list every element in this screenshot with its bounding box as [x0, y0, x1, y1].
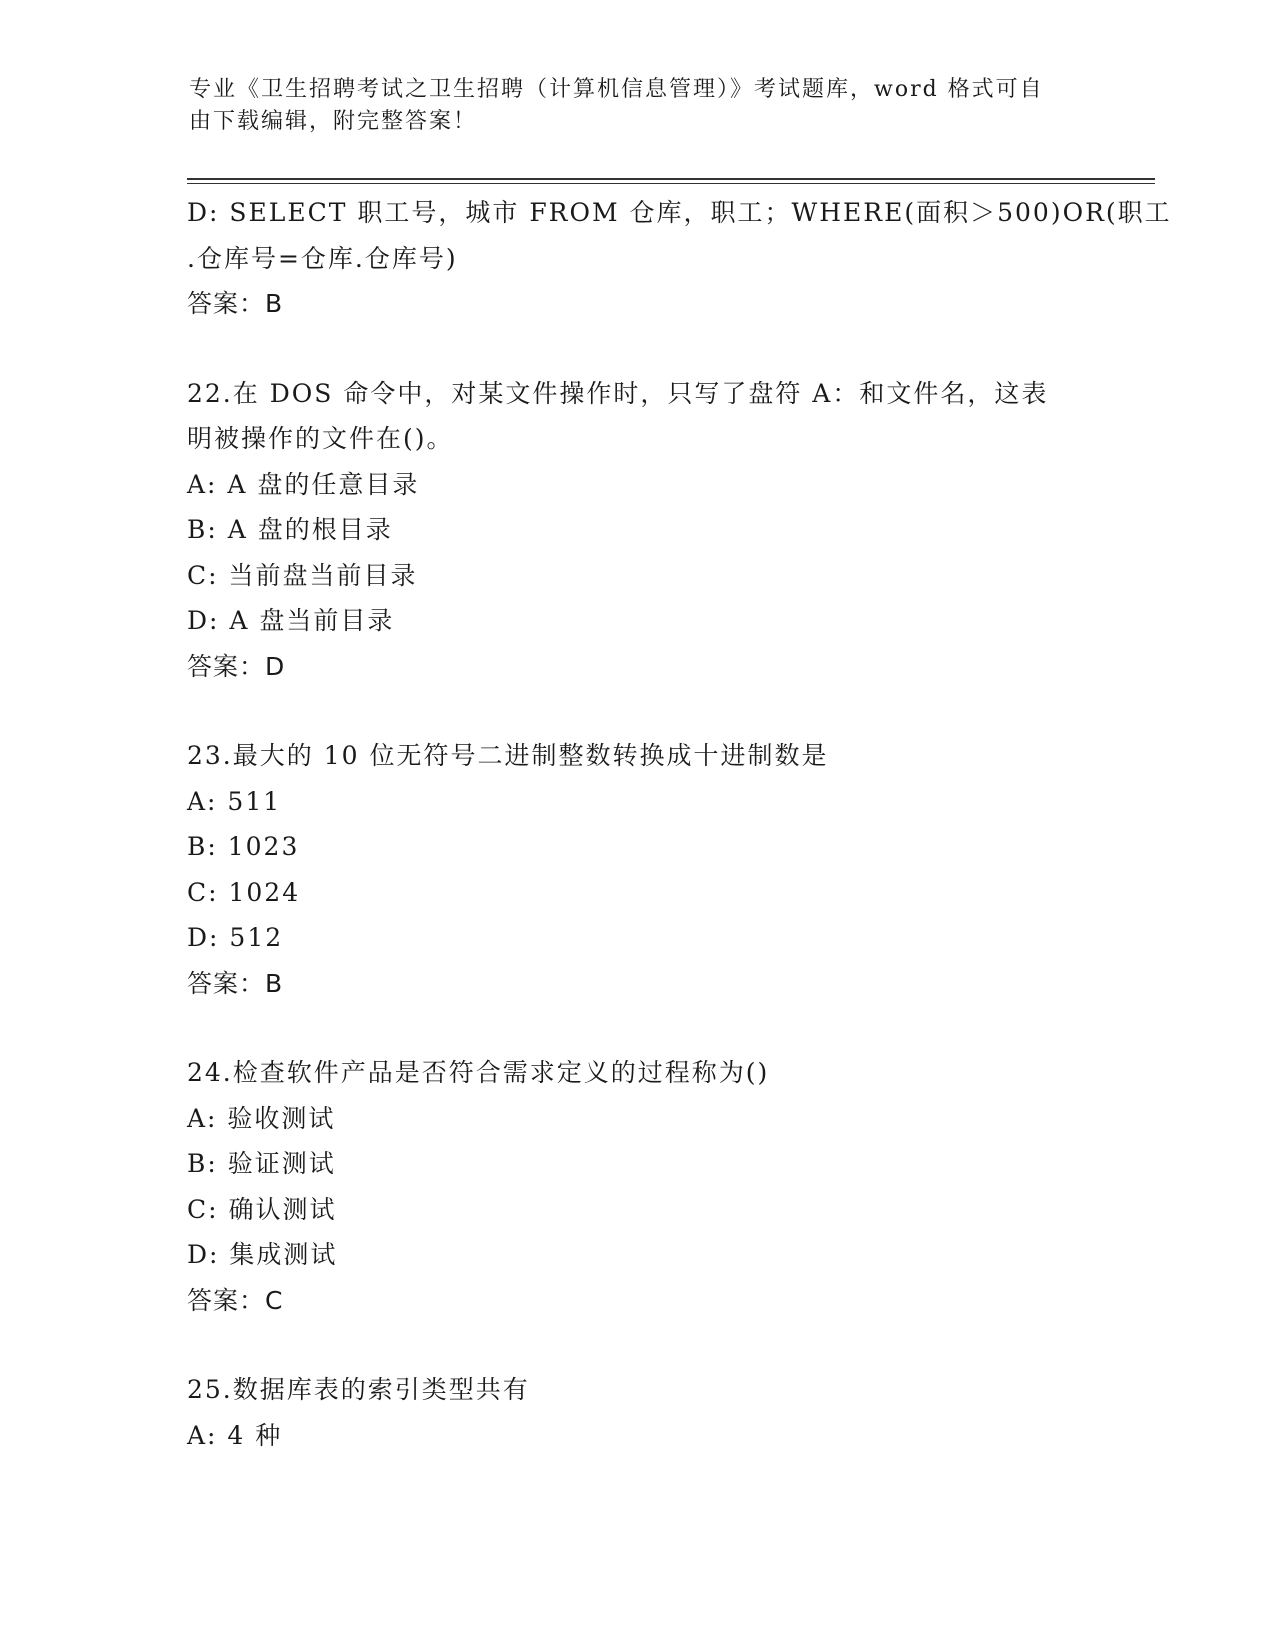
answer-line: 答案：B [187, 289, 284, 318]
option-c: C: 当前盘当前目录 [187, 560, 418, 590]
option-a: A: 511 [187, 786, 282, 816]
option-a: A: 4 种 [187, 1420, 283, 1450]
question-25 [187, 1367, 1087, 1458]
option-d: D: 512 [187, 923, 284, 952]
question-stem-line: 22.在 DOS 命令中，对某文件操作时，只写了盘符 A：和文件名，这表 [187, 378, 1049, 408]
option-c: C: 确认测试 [187, 1194, 337, 1224]
header-divider-thin [187, 183, 1155, 184]
option-b: B: 1023 [187, 832, 300, 861]
option-d: D: A 盘当前目录 [187, 606, 395, 635]
option-b: B: A 盘的根目录 [187, 515, 393, 544]
option-a: A: 验收测试 [187, 1103, 336, 1133]
option-a: A: A 盘的任意目录 [187, 469, 420, 499]
header-divider-thick [187, 178, 1155, 180]
option-b: B: 验证测试 [187, 1149, 336, 1178]
question-stem-line: 明被操作的文件在()。 [187, 424, 454, 453]
header-line-1: 专业《卫生招聘考试之卫生招聘（计算机信息管理）》考试题库，word 格式可自 [189, 77, 1044, 102]
answer-line: 答案：B [187, 968, 284, 998]
question-23 [187, 733, 1087, 1006]
option-d-line-1: D: SELECT 职工号，城市 FROM 仓库，职工；WHERE(面积＞500)OR(职工 [187, 198, 1172, 227]
answer-line: 答案：D [187, 651, 286, 681]
question-content [187, 190, 1172, 1458]
option-d-line-2: .仓库号=仓库.仓库号) [187, 243, 458, 273]
header-line-2: 由下载编辑，附完整答案！ [189, 109, 478, 134]
question-stem-line: 25.数据库表的索引类型共有 [187, 1375, 530, 1404]
answer-line: 答案：C [187, 1285, 284, 1315]
question-21-continuation [187, 190, 1172, 327]
question-24 [187, 1050, 1087, 1323]
question-stem-line: 24.检查软件产品是否符合需求定义的过程称为() [187, 1058, 770, 1087]
document-header [189, 74, 1089, 138]
question-22 [187, 371, 1087, 690]
question-stem-line: 23.最大的 10 位无符号二进制整数转换成十进制数是 [187, 741, 829, 770]
option-c: C: 1024 [187, 877, 301, 907]
option-d: D: 集成测试 [187, 1240, 338, 1269]
